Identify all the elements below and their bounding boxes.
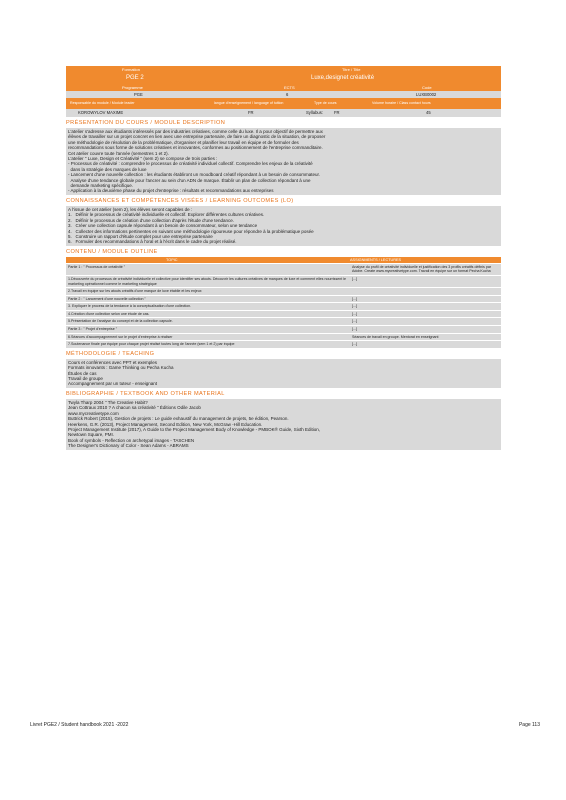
header-row-labels-2 [66,84,501,91]
programme-label: Programme [122,85,143,90]
presentation-line: recommandations sous forme de solutions créatives et innovantes, conformes au positionnement de l'entreprise commanditaire. [68,145,323,151]
header-row-values-1 [66,73,501,84]
methodology-block [66,359,501,388]
presentation-heading: PRÉSENTATION DU COURS / MODULE DESCRIPTION [66,120,226,126]
objective-line: A l'issue de cet atelier (sem 2), les élèves seront capables de : [68,206,193,212]
bibliography-line: Heerkens, G.R. (2013), Project Management, Second Edition, New York, McGraw -Hill Education. [68,421,263,427]
outline-heading: CONTENU / MODULE OUTLINE [66,248,158,255]
presentation-line: - Application à la deuxième phase du projet d'entreprise : résultats et recommandations aux entreprises [68,188,274,194]
methodology-line: Études de cas [68,370,97,376]
outline-row [66,275,501,287]
objective-line: 3. Créer une collection capsule répondant à un besoin de consommateur, selon une tendance [68,223,258,229]
hours-label: Volume horaire / Class contact hours [372,101,431,105]
methodology-line: Cours et conférences avec PPT et exemples [68,359,157,365]
presentation-line: - Lancement d'une nouvelle collection : les étudiants établiront un moodboard créatif répondant à un besoin de consommateur. [68,172,321,178]
bibliography-line: The Designer's Dictionary of Color - Sean Adams - ABRAMS [68,443,189,449]
language-value: FR [248,110,254,115]
bibliography-line: Project Management Institute (2017), A Guide to the Project Management Body of Knowledge - PMBOK® Guide, Sixth Edition, [68,426,320,432]
bibliography-line: Newtown Square, PMI. [68,432,115,438]
outline-row [66,325,501,333]
presentation-line: demande marketing spécifique. [68,183,134,189]
leader-value: KOROWYLOV MAXIME [78,110,124,115]
outline-assignment: Séances de travail en groupe. Mentorat en enseignant [352,334,439,339]
presentation-line: dans la stratégie des marques de luxe [68,166,147,172]
outline-row [66,302,501,310]
header-row-values-3 [66,109,501,117]
objective-line: 5. Construire un rapport d'étude complet pour une entreprise partenaire [68,233,213,239]
methodology-heading: MÉTHODOLOGIE / TEACHING [66,350,155,357]
outline-topic: Partie 1 : " Processus de créativité " [68,264,126,269]
outline-assignment: [...] [352,319,357,324]
bibliography-line: Book of symbols - Reflection on archetypal images - TASCHEN [68,437,195,443]
syllabus-label: Syllabus: [306,110,323,115]
assignments-column-header: ASSIGNMENTS / LECTURES [350,257,402,262]
outline-topic: 7.Soutenance finale par équipe pour chaque projet réalisé toutes long de l'année (sem 1 et 2) par équipe [68,342,235,347]
outline-row [66,310,501,318]
header-row-labels-1 [66,66,501,73]
outline-topic: 1.Découverte du processus de créativité individuelle et collective pour identifier ses atouts. Découvrir les cultures créatives de marques de luxe et comment elles nourrissent le marketing opérationnel comme le marketing stratégique [68,276,347,286]
footer-page-number: Page 113 [518,722,540,728]
topic-column-header: TOPIC [166,257,178,262]
presentation-line: Cet atelier couvre toute l'année (semestres 1 et 2). [68,150,169,156]
title-value: Luxe,designet créativité [311,75,375,81]
header-row-values-2 [66,91,501,98]
bibliography-line: Twyla Tharp 2004 " The Creative Habit? [68,399,148,405]
presentation-line: - Processus de créativité : comprendre le processus de créativité individuel collectif. Comprendre les enjeux de la créativité [68,161,313,167]
outline-topic: 5.Présentation de l'analyse du concept et de la collection capsule. [68,319,173,324]
outline-topic: 2.Travail en équipe sur les atouts créatifs d'une marque de luxe établie et les enjeux [68,289,202,294]
bibliography-block [66,399,501,450]
title-label: Titre / Title [342,67,361,72]
outline-assignment [350,288,501,295]
outline-row [66,287,501,295]
bibliography-line: Buttrick Robert (2015), Gestion de projets : Le guide exhaustif du management de projets, 5e édition, Pearson. [68,416,289,422]
outline-topic: Partie 3 : " Projet d'entreprise " [68,327,117,332]
hours-value: 45 [426,110,431,115]
outline-row [66,317,501,325]
outline-assignment: [...] [352,311,357,316]
outline-topic: 3. Expliquer le process de la tendance à la conceptualisation d'une collection. [68,304,192,309]
objective-line: 1. Définir le processus de créativité individuelle et collectif. Explorer différentes cultures créatives. [68,212,265,218]
language-label: langue d'enseignement / language of tuition [214,101,284,105]
objectives-block [66,206,501,246]
methodology-line: Formats innovants : Game Thinking ou Pecha Kucha [68,365,174,371]
bibliography-heading: BIBLIOGRAPHIE / TEXTBOOK AND OTHER MATERIAL [66,390,225,397]
ects-label: ECTS [284,85,295,90]
outline-assignment: Analyse du profil de créativité individuelle et justification des 3 profils créatifs définis par Adobe. Create www.mycreativetype.com. Travail en équipe sur un format Pecha Kucha [352,264,492,274]
objective-line: 6. Formuler des recommandations à l'oral et à l'écrit dans le cadre du projet réalisé. [68,239,237,245]
ects-value: 6 [286,92,289,97]
outline-row [66,333,501,341]
type-label: Type de cours [314,101,337,105]
outline-topic: 6.Séances d'accompagnement sur le projet d'entreprise à réaliser [68,334,173,339]
code-value: LUXB0002 [416,92,437,97]
presentation-line: L'atelier s'adresse aux étudiants intéressés par des industries créatives, comme celle du luxe. Il a pour objectif de permettre aux [68,129,323,134]
methodology-line: Travail de groupe [68,376,103,382]
formation-value: PGE 2 [126,75,144,81]
outline-assignment: [...] [352,342,357,347]
code-label: Code [422,85,432,90]
programme-value: PGE [134,92,143,97]
outline-row [66,340,501,348]
outline-row [66,263,501,275]
objective-line: 4. Collecter des informations pertinentes en suivant une méthodologie rigoureuse pour répondre à la problématique posée [68,228,314,234]
outline-topic: 4.Création d'une collection selon une étude de cas. [68,311,150,316]
presentation-line: L'atelier " Luxe, Design et Créativité " (sem 2) se compose de trois parties : [68,156,218,162]
header-row-labels-3 [66,98,501,109]
objectives-heading: CONNAISSANCES ET COMPÉTENCES VISÉES / LEARNING OUTCOMES (LO) [66,197,294,204]
outline-topic: Partie 2 : " Lancement d'une nouvelle collection " [68,296,146,301]
outline-assignment: [...] [352,304,357,309]
presentation-line: élèves de travailler sur un projet concret en lien avec une entreprise partenaire, de faire un diagnostic de la situation, de proposer [68,134,326,140]
outline-assignment: [...] [352,327,357,332]
footer-handbook-label: Livret PGE2 / Student handbook 2021 -2022 [30,722,129,728]
formation-label: Formation [122,67,141,72]
leader-label: Responsable du module / Module leader [70,101,135,105]
syllabus-page [66,66,501,450]
presentation-line: Analyse d'une tendance globale pour l'ancrer au sein d'un ADN de marque. Établir un plan de collection répondant à une [68,177,311,183]
outline-assignment: [...] [352,296,357,301]
outline-table-header [66,257,501,263]
presentation-block [66,128,501,195]
methodology-line: Accompagnement par un tuteur - enseignant [68,381,158,387]
presentation-line: une méthodologie de résolution de la problématique, d'organiser et planifier leur travail en équipe et de formuler des [68,139,299,145]
syllabus-value: FR [334,110,340,115]
bibliography-line: Jean Cottraux 2010 ? A chacun sa créativité " Éditions Odile Jacob [68,405,201,411]
outline-assignment: [...] [352,276,357,281]
bibliography-line: www.mycreativetype.com [68,410,119,416]
objective-line: 2. Définir le processus de création d'une collection d'après l'étude d'une tendance. [68,217,235,223]
outline-row [66,295,501,303]
